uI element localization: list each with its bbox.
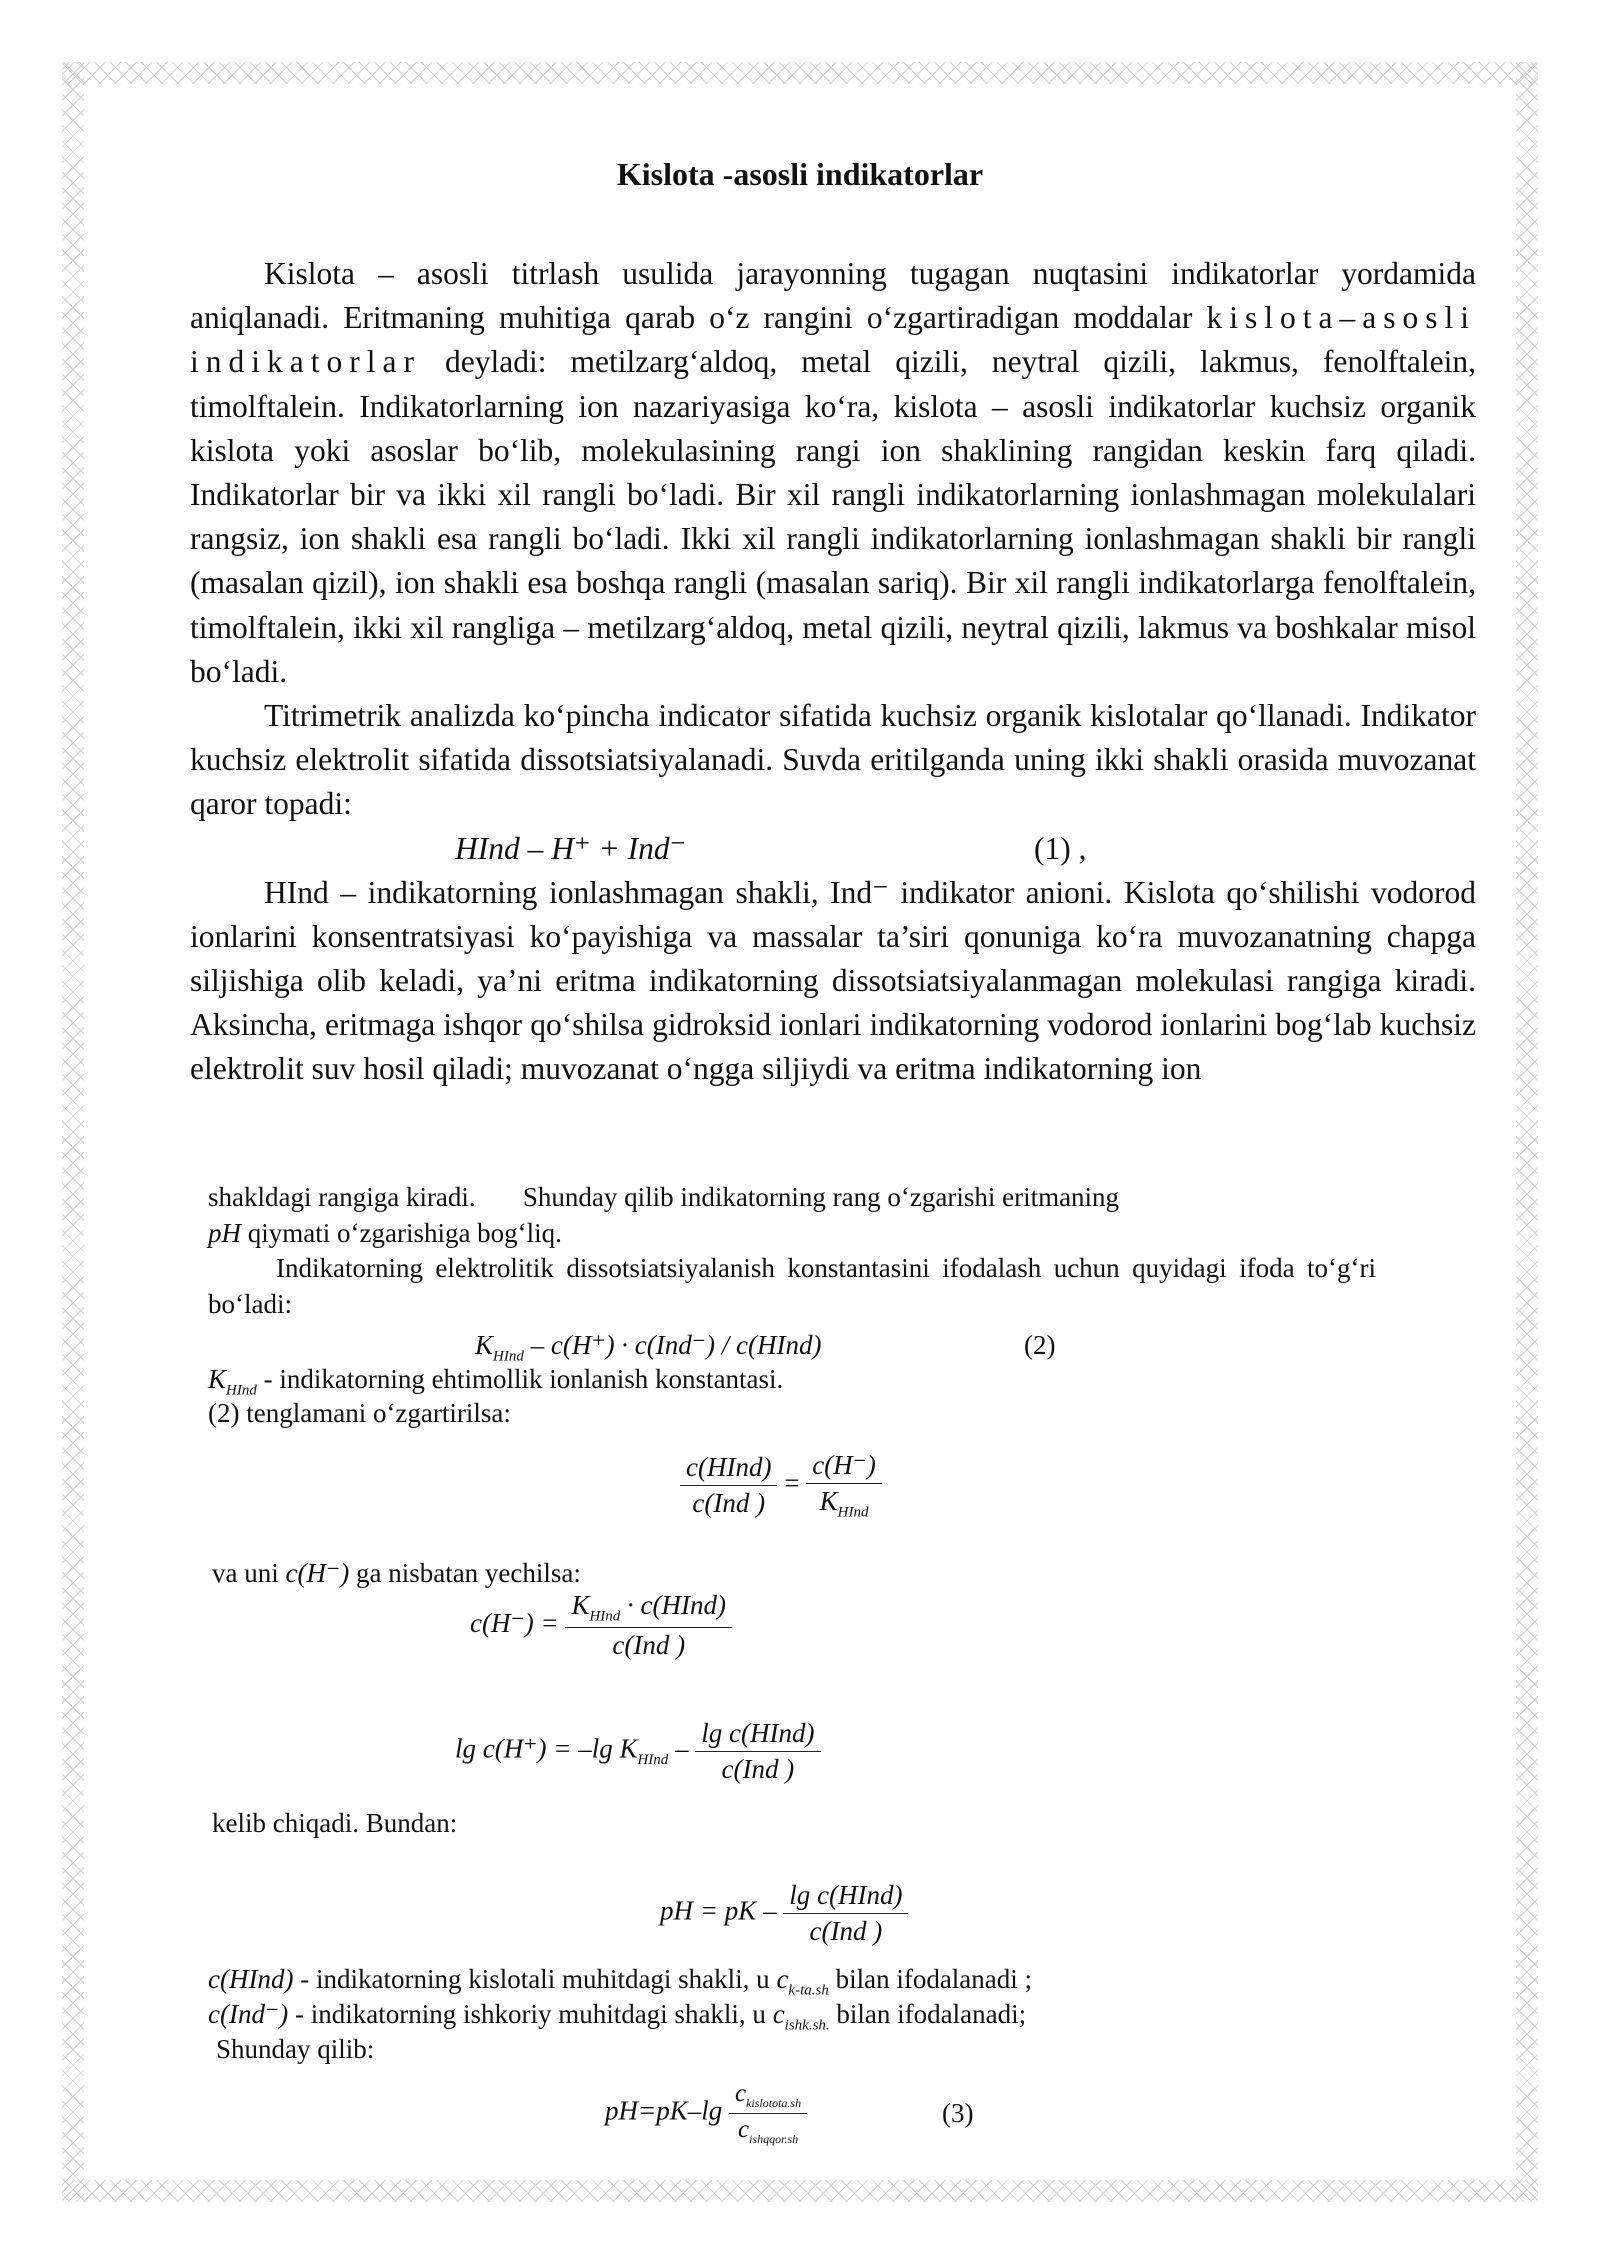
numerator: c(H⁻) bbox=[806, 1450, 882, 1484]
text-run: qiymati o‘zgarishiga bog‘liq. bbox=[241, 1217, 562, 1248]
text-run: ga nisbatan yechilsa: bbox=[349, 1558, 581, 1588]
formula-lhs: pH=pK–lg bbox=[605, 2095, 723, 2126]
transform-line: (2) tenglamani o‘zgartirilsa: bbox=[208, 1398, 511, 1428]
text-run: bilan ifodalanadi; bbox=[829, 1999, 1027, 2029]
constant-definition bbox=[208, 1364, 783, 1399]
paragraph-constant: Indikatorning elektrolitik dissotsiatsiyalanish konstantasini ifodalash uchun quyidagi ifoda to‘g‘ri bo‘ladi: bbox=[208, 1253, 1376, 1319]
denominator: c(Ind ) bbox=[809, 1916, 883, 1946]
k-symbol: K bbox=[475, 1330, 494, 1360]
text-run: - indikatorning kislotali muhitdagi shakli, u bbox=[293, 1964, 777, 1994]
equation-3-number: (3) bbox=[942, 2098, 974, 2128]
c-subscript: kislotota.sh bbox=[746, 2096, 802, 2110]
border-left bbox=[62, 62, 84, 2202]
text-run: - indikatorning ishkoriy muhitdagi shakli, u bbox=[288, 1999, 773, 2029]
k-subscript: HInd bbox=[589, 1608, 621, 1625]
equation-2 bbox=[475, 1330, 821, 1365]
numerator: lg c(HInd) bbox=[783, 1880, 908, 1914]
text-run: - indikatorning ehtimollik ionlanish konstantasi. bbox=[256, 1364, 784, 1394]
fraction bbox=[729, 2080, 807, 2147]
line-ph-dependence bbox=[208, 1216, 1376, 1252]
equation-1 bbox=[190, 827, 1476, 871]
numerator: lg c(HInd) bbox=[695, 1718, 820, 1752]
result-line: kelib chiqadi. Bundan: bbox=[212, 1808, 458, 1838]
k-symbol: K bbox=[571, 1590, 590, 1620]
c-symbol: c bbox=[737, 2116, 750, 2143]
formula-ph bbox=[660, 1880, 908, 1947]
numerator: c(HInd) bbox=[680, 1452, 777, 1486]
ph-symbol: pH bbox=[208, 1217, 241, 1248]
k-symbol: K bbox=[819, 1486, 838, 1516]
c-subscript: k-ta.sh bbox=[788, 1982, 829, 1999]
fraction bbox=[695, 1718, 820, 1785]
k-subscript: HInd bbox=[493, 1348, 524, 1365]
inline-formula: c(H⁻) bbox=[285, 1558, 350, 1588]
border-top bbox=[62, 62, 1538, 84]
definition-acid-form bbox=[208, 1964, 1032, 1999]
denominator bbox=[729, 2114, 807, 2147]
minus-sign: – bbox=[675, 1733, 689, 1764]
denominator bbox=[806, 1484, 882, 1521]
section-main-text bbox=[190, 252, 1476, 1092]
numerator bbox=[729, 2080, 807, 2114]
k-symbol: K bbox=[208, 1364, 227, 1394]
equation-2-number: (2) bbox=[1024, 1330, 1056, 1360]
formula-3 bbox=[605, 2080, 807, 2147]
text-run: deyladi: metilzarg‘aldoq, metal qizili, neytral qizili, lakmus, fenolftalein, timolftalein. Indikatorlarning ion nazariyasiga ko‘ra, kislota – asosli indikatorlar kuchsiz organik kislota yoki asoslar bo‘lib, molekulasining rangi ion shaklining rangidan keskin farq qiladi. Indikatorlar bir va ikki xil rangli bo‘ladi. Bir xil rangli indikatorlarning ionlashmagan molekulalari rangsiz, ion shakli esa rangli bo‘ladi. Ikki xil rangli indikatorlarning ionlashmagan shakli bir rangli (masalan qizil), ion shakli esa boshqa rangli (masalan sariq). Bir xil rangli indikatorlarga fenolftalein, timolftalein, ikki xil rangliga – metilzarg‘aldoq, metal qizili, neytral qizili, lakmus va boshkalar misol bo‘ladi. bbox=[190, 344, 1476, 689]
k-subscript: HInd bbox=[226, 1382, 257, 1399]
formula-lhs: c(H⁻) = bbox=[470, 1607, 559, 1638]
inline-formula: c(Ind⁻) bbox=[208, 1999, 289, 2029]
page-title: Kislota -asosli indikatorlar bbox=[616, 156, 984, 192]
solve-line bbox=[212, 1558, 581, 1589]
formula-lhs: pH = pK – bbox=[660, 1895, 777, 1926]
denominator: c(Ind ) bbox=[612, 1630, 686, 1661]
equation-2-expression: – c(H⁺) · c(Ind⁻) / c(HInd) bbox=[523, 1330, 822, 1360]
fraction bbox=[680, 1452, 777, 1519]
c-symbol: c bbox=[734, 2080, 747, 2107]
k-subscript: HInd bbox=[637, 1752, 669, 1769]
k-subscript: HInd bbox=[837, 1504, 869, 1521]
fraction bbox=[783, 1880, 908, 1947]
paragraph-indicators-intro bbox=[190, 252, 1476, 694]
equation-1-expression: HInd – H⁺ + Ind⁻ bbox=[455, 830, 687, 866]
c-symbol: c bbox=[776, 1964, 789, 1994]
c-subscript: ishk.sh. bbox=[784, 2017, 830, 2034]
section-derivation bbox=[208, 1180, 1376, 1322]
text-run: bilan ifodalanadi ; bbox=[828, 1964, 1033, 1994]
line-color-change: shakldagi rangiga kiradi. Shunday qilib indikatorning rang o‘zgarishi eritmaning bbox=[208, 1182, 1120, 1212]
border-bottom bbox=[62, 2180, 1538, 2202]
definition-base-form bbox=[208, 1999, 1026, 2034]
formula-h-concentration bbox=[470, 1590, 732, 1661]
c-subscript: ishqqor.sh bbox=[749, 2132, 799, 2146]
denominator: c(Ind ) bbox=[721, 1754, 795, 1784]
spaced-term: kislota–asosli indikatorlar bbox=[190, 300, 1476, 380]
paragraph-hind: HInd – indikatorning ionlashmagan shakli, Ind⁻ indikator anioni. Kislota qo‘shilishi vodorod ionlarini konsentratsiyasi ko‘payishiga va massalar ta’siri qonuniga ko‘ra muvozanatning chapga siljishiga olib keladi, ya’ni eritma indikatorning dissotsiatsiyalanmagan molekulasi rangiga kiradi. Aksincha, eritmaga ishqor qo‘shilsa gidroksid ionlari indikatorning vodorod ionlarini bog‘lab kuchsiz elektrolit suv hosil qiladi; muvozanat o‘ngga siljiydi va eritma indikatorning ion bbox=[190, 874, 1476, 1087]
formula-ratio bbox=[680, 1450, 882, 1521]
fraction bbox=[565, 1590, 732, 1661]
thus-line: Shunday qilib: bbox=[216, 2034, 375, 2064]
denominator: c(Ind ) bbox=[692, 1488, 766, 1519]
formula-log bbox=[455, 1718, 821, 1785]
equation-1-number: (1) , bbox=[1034, 830, 1087, 866]
paragraph-titrimetric: Titrimetrik analizda ko‘pincha indicator sifatida kuchsiz organik kislotalar qo‘llanadi. Indikator kuchsiz elektrolit sifatida dissotsiatsiyalanadi. Suvda eritilganda uning ikki shakli orasida muvozanat qaror topadi: bbox=[190, 698, 1476, 822]
numerator bbox=[565, 1590, 732, 1628]
equals-sign: = bbox=[784, 1467, 800, 1498]
border-right bbox=[1516, 62, 1538, 2202]
inline-formula: c(HInd) bbox=[208, 1964, 294, 1994]
formula-lhs: lg c(H⁺) = –lg K bbox=[455, 1733, 638, 1764]
text-run: Kislota – asosli titrlash usulida jarayonning tugagan nuqtasini indikatorlar yordamida aniqlanadi. Eritmaning muhitiga qarab o‘z rangini o‘zgartiradigan moddalar bbox=[190, 256, 1476, 336]
numerator-rest: · c(HInd) bbox=[620, 1590, 726, 1620]
text-run: va uni bbox=[212, 1558, 286, 1588]
c-symbol: c bbox=[772, 1999, 785, 2029]
fraction bbox=[806, 1450, 882, 1521]
